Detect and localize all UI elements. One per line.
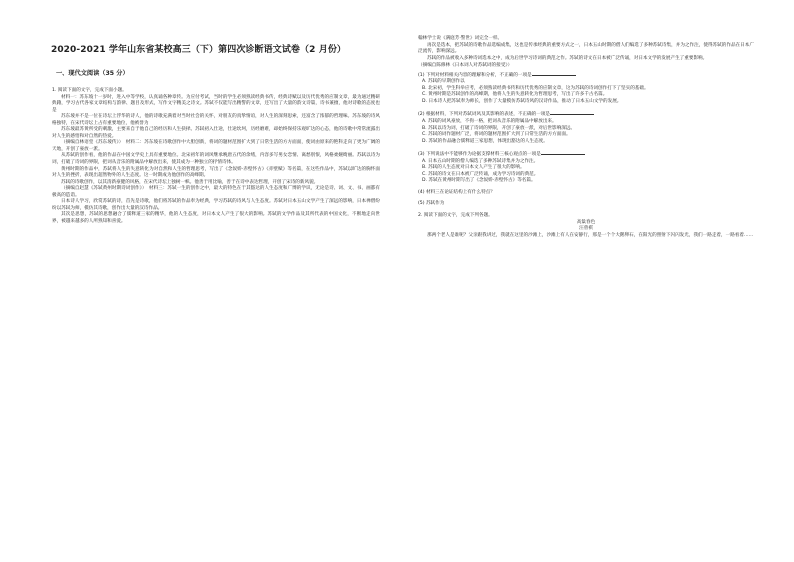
paragraph-text: C. 苏轼的词作题材广泛，将词的题材范围扩大到了日常生活的方方面面。 [422, 132, 571, 138]
paragraph-text: （摘编自赵慧《苏轼黄州时期诗词创作》） 材料三：苏轼一生的创作之中，最大的特色在于其豁达的人生态度和广博的学识，无论是诗、词、文、书、画都有极高的造诣。 [52, 186, 380, 198]
paragraph-text: 高粱春色 [576, 219, 596, 225]
right-column-paragraph [418, 71, 754, 80]
paragraph-text: 翰林学士说《满庭芳·警世》词完全一样。 [418, 36, 503, 41]
paragraph-text: 从苏轼的创作看，他的作品在中国文学史上具有重要地位。北宋初年的词风继承晚唐五代的余绪，内容多写男女恋情、离愁别恨，风格柔婉绮丽。苏轼以诗为词，打破了诗词的界限，把词从音乐的附属品中解放出来，使其成为一种独立的抒情诗体。 [52, 153, 380, 166]
paragraph-text: 黄州时期的作品中，苏轼将人生的失意转化为对自然和人生的哲理思考，写出了《念奴娇·赤壁怀古》《赤壁赋》等名篇，在这些作品中，苏轼以旷达的胸怀面对人生的挫折，表现出超然物外的人生态度。这一时期成为他创作的高峰期。 [52, 166, 380, 179]
paragraph-text: 日本诗人学习，欣赏苏轼的诗，首先是诗歌，他们将苏轼的作品奉为经典，学习苏轼的诗风与人生态度。苏轼对日本五山文学产生了深远的影响，日本禅僧纷纷以苏轼为师，模仿其诗歌，创作出大量的汉诗作品。 [52, 199, 380, 211]
paragraph-text: D. 日本诗人把苏轼奉为师长，创作了大量模仿苏轼诗风的汉诗作品，推动了日本五山文学的发展。 [422, 98, 622, 104]
right-column-paragraph [418, 233, 754, 240]
paragraph-text: （摘编自陈修林《日本词人对苏轼词的接受》） [418, 63, 513, 69]
left-column-paragraph [52, 140, 380, 153]
paragraph-text: 苏东坡并不是一位在诗坛上浮华的诗人，他的诗歌充满着对当时社会的关怀，对朋友的真挚情谊，对人生的深刻思索，还富含了浓郁的哲理味。苏东坡的诗风格独特，在宋代诗坛上占有重要地位，他被誉为 [52, 114, 380, 126]
answer-blank [532, 71, 576, 76]
left-column-paragraph [52, 95, 380, 115]
answer-blank [541, 150, 585, 155]
right-column [418, 36, 754, 239]
paragraph-text: C. 黄州时期是苏轼创作的高峰期，他将人生的失意转化为哲理思考，写出了许多千古名篇。 [422, 92, 608, 98]
paragraph-text: 汪曾祺 [579, 226, 593, 232]
answer-blank [550, 110, 594, 115]
paragraph-text: D. 苏轼的作品融合儒释道三家思想，体现出豁达的人生态度。 [422, 138, 548, 144]
left-column-paragraph [52, 212, 380, 225]
right-column-paragraph [418, 150, 754, 159]
document-title: 2020-2021 学年山东省某校高三（下）第四次诊断语文试卷（2 月份） [50, 45, 347, 55]
left-column-paragraph [52, 199, 380, 212]
paragraph-text: (5) 苏轼作为 [418, 201, 445, 207]
paragraph-text: A. 日本五山时期的僧人编选了多种苏轼诗集并为之作注。 [422, 158, 539, 164]
paragraph-text: 苏轼的作品被收入多种诗词选本之中，成为后世学习诗词的典范之作。苏轼的诗文在日本被广泛传诵，对日本文学的发展产生了重要影响。 [427, 55, 708, 61]
paragraph-text: 苏东坡最苏黄所受的刺激，主要来自于他自己的经历和人生抉择。苏轼初入仕途，仕途坎坷，历经磨难，却始终保持乐观旷达的心态，他的诗歌中常常流露出对人生的感悟和对自然的热爱。 [52, 127, 380, 139]
paragraph-text: A. 苏轼的词风豪放，不拘一格，把词从音乐的附属品中解放出来。 [422, 119, 557, 125]
right-column-paragraph [418, 201, 754, 208]
paragraph-text: A. 苏轼的早期创作以 [422, 79, 465, 85]
paragraph-text: 材料一：苏东坡十一岁时，进入中等学校，认真诵各种章传。为应付考试，当时的学生必须熟读经典书传，经典诗赋以及历代优秀的应制文章，最为通过精研典籍，学习古代各家文章结构与韵律、题目及形式，写作文字精美之诗文。苏轼不仅能写出精警的文章，还写出了大量的韵文诗篇，诗书兼擅，他对诗歌的态度也是 [52, 94, 380, 113]
right-column-paragraph [418, 56, 754, 63]
paragraph-text: 2. 阅读下面的文字，完成下列各题。 [418, 213, 493, 219]
paragraph-text: B. 苏轼的人生态度对日本文人产生了很大的影响。 [422, 165, 525, 171]
left-column-paragraph [52, 186, 380, 199]
right-column-paragraph [418, 63, 754, 70]
left-column-paragraph [52, 114, 380, 127]
right-column-paragraph [418, 178, 754, 185]
left-column-paragraph [52, 153, 380, 166]
paragraph-text: D. 苏轼在黄州时期写出了《念奴娇·赤壁怀古》等名篇。 [422, 178, 536, 184]
paragraph-text: 其次是思想，苏轼的思想融合了儒释道三家的精华，他的人生态度，对日本文人产生了很大的影响。苏轼的文学作品及其所代表的中国文化，不断地走向世界，被越来越多的人所熟知和喜爱。 [52, 212, 380, 224]
left-column [52, 88, 380, 225]
right-column-paragraph [418, 99, 754, 106]
paragraph-text: 苏轼的诗歌创作，以其清新豪健的风格，在宋代诗坛上独树一帜。他善于用比喻，善于在诗中表达哲理，开创了宋诗的新风貌。 [61, 179, 319, 185]
left-column-paragraph [52, 167, 380, 180]
paragraph-text: （摘编自林语堂《苏东坡传》） 材料二：苏东坡在诗歌创作中大胆创新，将词的题材范围扩大到了日常生活的方方面面，使词由原来的艳科走向了更为广阔的天地，开创了豪放一派。 [52, 140, 380, 152]
section-heading: 一、现代文阅读（35 分） [56, 70, 129, 77]
right-column-paragraph [418, 190, 754, 197]
paragraph-text: 那两个老人是谁呢？父亲跟我讲过，我就在这里的沙滩上，沙滩上有人在安静行，那是一个个大鹅卵石，在阳光的照射下闪闪发光，我们一路走着，一路看着…… [427, 232, 754, 238]
paragraph-text: (4) 材料三在论证结构上有什么特点？ [418, 189, 495, 195]
right-column-paragraph [418, 139, 754, 146]
paragraph-text: (3) 下列说法中不能够作为论据支撑材料三核心观点的一项是 [418, 152, 541, 158]
right-column-paragraph [418, 110, 754, 119]
paragraph-text: 1. 阅读下面的文字，完成下面小题。 [52, 88, 127, 93]
paragraph-text: B. 苏轼以诗为词，打破了诗词的界限，开创了豪放一派，对后世影响深远。 [422, 125, 576, 131]
paragraph-text: C. 苏轼的诗文在日本被广泛传诵，成为学习诗词的典范。 [422, 171, 539, 177]
paragraph-text: (1) 下列对材料相关内容的理解和分析，不正确的一项是 [418, 72, 532, 78]
right-column-paragraph [418, 43, 754, 56]
left-column-paragraph [52, 127, 380, 140]
paragraph-text: (2) 根据材料，下列对苏轼词风及其影响的表述，不正确的一项是 [418, 112, 551, 118]
paragraph-text: B. 北宋初，学生科举应考，必须熟读经典书传和历代优秀的应制文章，这为苏轼的诗词创作打下了坚实的基础。 [422, 85, 649, 91]
paragraph-text: 再次是选本，把苏轼的诗歌作品选编成集，这也是传承经典的重要方式之一，日本五山时期的僧人们编选了多种苏轼诗集，并为之作注，使得苏轼的作品在日本广泛流传，影响深远。 [418, 42, 754, 55]
